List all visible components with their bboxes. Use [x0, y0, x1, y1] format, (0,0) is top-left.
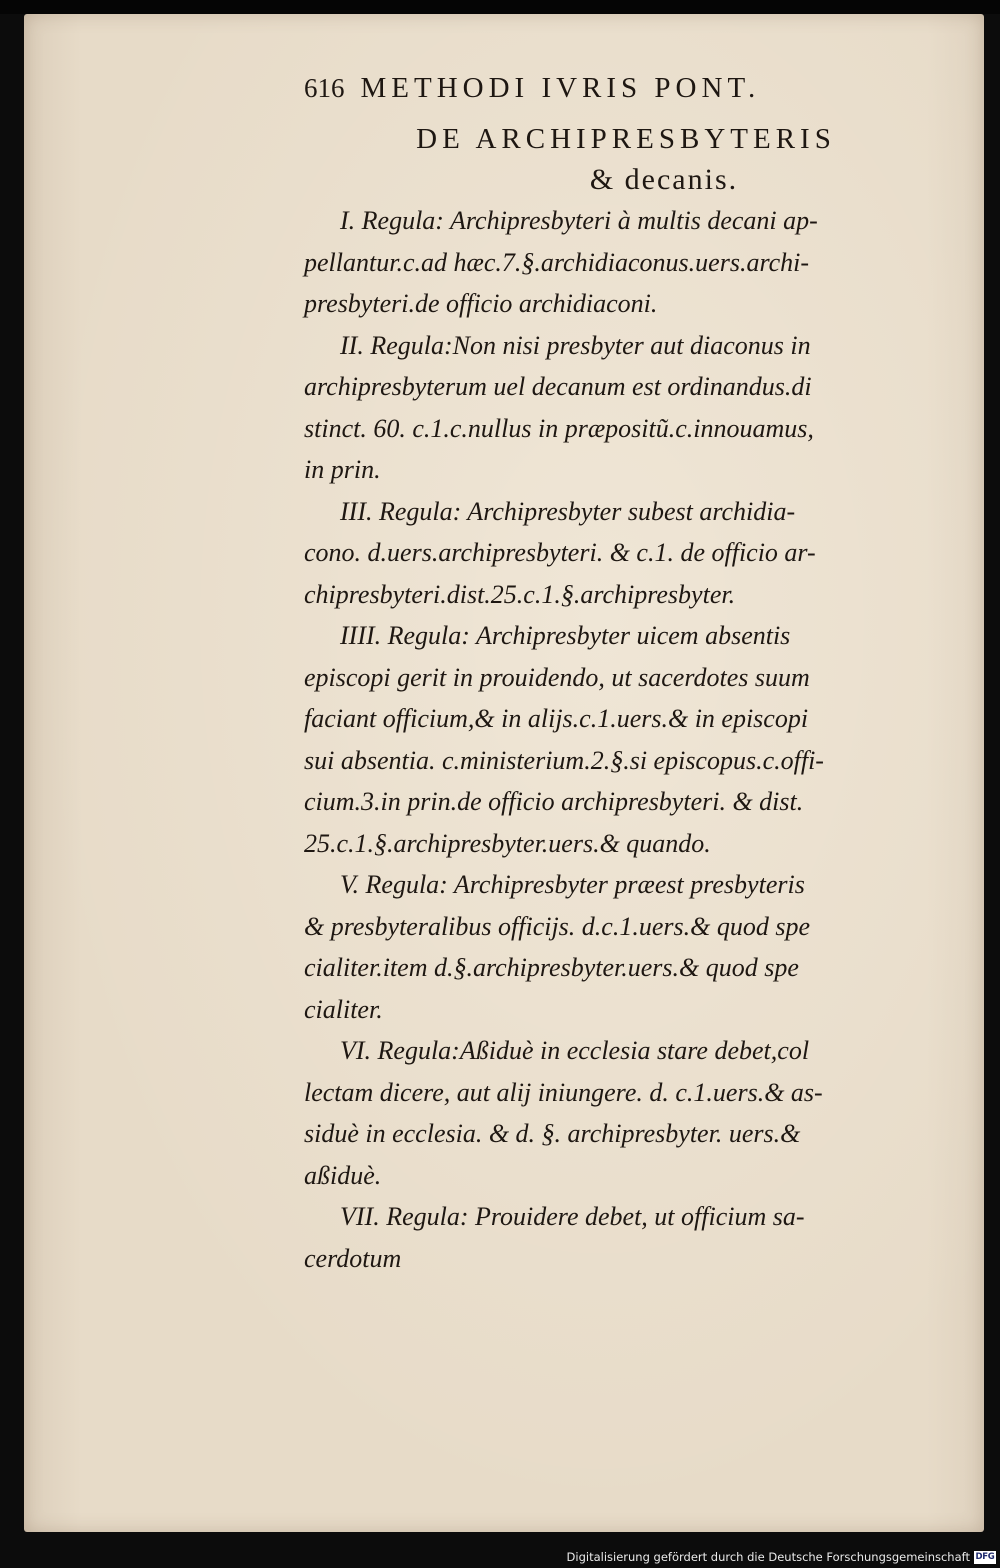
rule-line: 25.c.1.§.archipresbyter.uers.& quando. — [304, 828, 711, 858]
rule-paragraph — [304, 615, 944, 864]
rule-line: & presbyteralibus officijs. d.c.1.uers.& quod spe — [304, 911, 810, 941]
rule-line: III. Regula: Archipresbyter subest archidia- — [340, 496, 796, 526]
rule-line: archipresbyterum uel decanum est ordinandus.di — [304, 372, 812, 401]
rule-line: in prin. — [304, 455, 381, 484]
running-title: METHODI IVRIS PONT. — [360, 72, 761, 104]
rule-line: cium.3.in prin.de officio archipresbyteri. & dist. — [304, 787, 804, 816]
rule-line: episcopi gerit in prouidendo, ut sacerdotes suum — [304, 662, 810, 692]
rule-paragraph — [304, 200, 944, 325]
rule-paragraph — [304, 491, 944, 616]
running-head — [304, 72, 944, 116]
rule-line: VII. Regula: Prouidere debet, ut officium sa- — [340, 1202, 805, 1231]
rule-line: faciant officium,& in alijs.c.1.uers.& in episcopi — [304, 704, 809, 733]
rule-line: IIII. Regula: Archipresbyter uicem absentis — [340, 621, 791, 650]
rule-line: V. Regula: Archipresbyter præest presbyteris — [340, 870, 805, 899]
section-subtitle: & decanis. — [589, 163, 739, 196]
rule-line: lectam dicere, aut alij iniungere. d. c.1.uers.& as- — [304, 1077, 823, 1107]
section-title: DE ARCHIPRESBYTERIS — [416, 123, 836, 155]
rule-line: pellantur.c.ad hæc.7.§.archidiaconus.uers.archi- — [304, 247, 810, 277]
rule-line: presbyteri.de officio archidiaconi. — [304, 289, 658, 318]
rule-line: cialiter. — [304, 994, 383, 1024]
footer-credit: Digitalisierung gefördert durch die Deutsche Forschungsgemeinschaft — [566, 1550, 970, 1564]
text-block — [304, 72, 944, 1279]
book-page — [24, 14, 984, 1532]
rule-line: siduè in ecclesia. & d. §. archipresbyter. uers.& — [304, 1119, 801, 1148]
rule-line: stinct. 60. c.1.c.nullus in præpositũ.c.innouamus, — [304, 413, 814, 443]
rule-paragraph — [304, 1030, 944, 1196]
rule-line: I. Regula: Archipresbyteri à multis decani ap- — [340, 206, 818, 235]
scan-top-border — [0, 0, 1000, 14]
rule-line: cono. d.uers.archipresbyteri. & c.1. de officio ar- — [304, 538, 816, 567]
dfg-logo: DFG — [975, 1552, 995, 1562]
rule-line: cialiter.item d.§.archipresbyter.uers.& quod spe — [304, 953, 799, 982]
rule-paragraph — [304, 325, 944, 491]
rule-line: II. Regula:Non nisi presbyter aut diaconus in — [340, 330, 811, 360]
page-number: 616 — [304, 73, 345, 103]
rule-line: aßiduè. — [304, 1160, 382, 1190]
rule-line: chipresbyteri.dist.25.c.1.§.archipresbyter. — [304, 579, 736, 609]
rule-paragraph — [304, 864, 944, 1030]
rule-paragraph — [304, 1196, 944, 1238]
rule-line: sui absentia. c.ministerium.2.§.si episcopus.c.offi- — [304, 745, 824, 775]
catchword: cerdotum — [304, 1243, 402, 1273]
rule-line: VI. Regula:Aßiduè in ecclesia stare debet,col — [340, 1036, 810, 1065]
rules-list — [304, 200, 944, 1238]
